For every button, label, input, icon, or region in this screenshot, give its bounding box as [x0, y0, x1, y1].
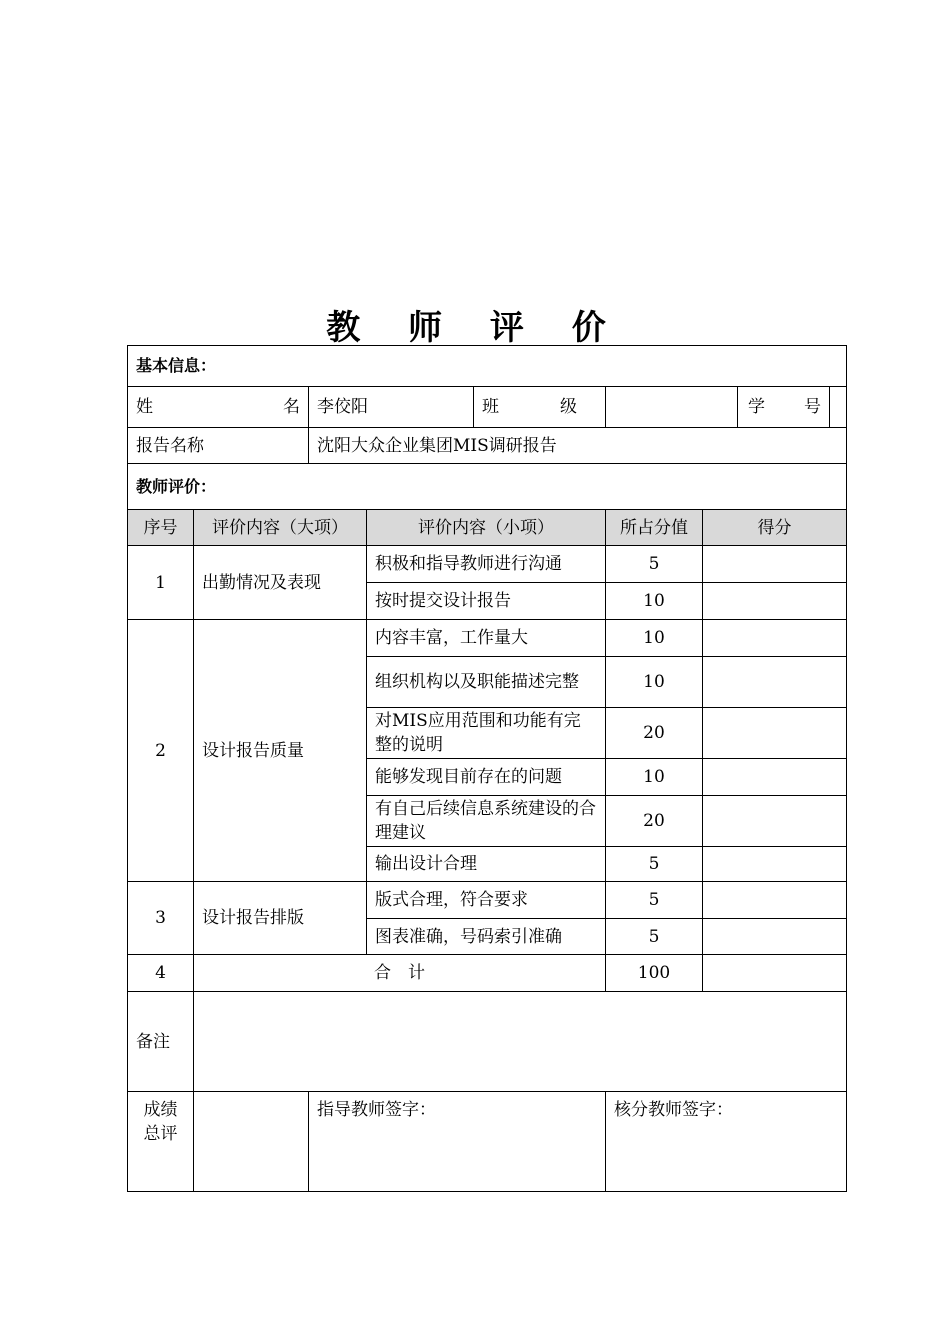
item-score[interactable] — [703, 708, 847, 759]
item-minor: 版式合理，符合要求 — [367, 882, 606, 919]
total-no: 4 — [128, 955, 194, 992]
item-minor: 输出设计合理 — [367, 847, 606, 882]
item-minor: 能够发现目前存在的问题 — [367, 759, 606, 796]
item-score[interactable] — [703, 620, 847, 657]
group-major: 设计报告质量 — [194, 620, 367, 882]
class-value[interactable] — [606, 387, 738, 427]
student-info-row — [128, 387, 847, 428]
item-points: 10 — [606, 583, 703, 620]
report-name-row — [128, 428, 847, 464]
group-no: 2 — [128, 620, 194, 882]
item-points: 5 — [606, 546, 703, 583]
item-minor: 积极和指导教师进行沟通 — [367, 546, 606, 583]
page-title: 教 师 评 价 — [326, 308, 624, 348]
header-major: 评价内容（大项） — [194, 510, 367, 546]
basic-info-label: 基本信息： — [128, 346, 847, 387]
id-label-cell — [738, 387, 830, 427]
final-grade-label: 成绩总评 — [128, 1092, 194, 1192]
header-score: 得分 — [703, 510, 847, 546]
item-score[interactable] — [703, 847, 847, 882]
item-score[interactable] — [703, 882, 847, 919]
item-points: 5 — [606, 919, 703, 955]
total-row — [128, 955, 847, 992]
class-label-char: 级 — [560, 397, 577, 417]
item-minor: 内容丰富，工作量大 — [367, 620, 606, 657]
name-label-char: 姓 — [136, 397, 153, 417]
report-name-label: 报告名称 — [128, 428, 309, 464]
table-row — [128, 620, 847, 657]
name-value[interactable]: 李佼阳 — [309, 387, 474, 428]
remarks-label: 备注 — [128, 992, 194, 1092]
table-header-row — [128, 510, 847, 546]
group-no: 3 — [128, 882, 194, 955]
final-grade-row — [128, 1092, 847, 1192]
remarks-value[interactable] — [194, 992, 847, 1092]
item-score[interactable] — [703, 546, 847, 583]
table-row — [128, 546, 847, 583]
item-points: 5 — [606, 882, 703, 919]
class-label-char: 班 — [482, 397, 499, 417]
item-score[interactable] — [703, 583, 847, 620]
item-minor: 组织机构以及职能描述完整 — [367, 657, 606, 708]
header-minor: 评价内容（小项） — [367, 510, 606, 546]
teacher-evaluation-form — [127, 345, 847, 1192]
class-label-cell — [474, 387, 606, 428]
item-minor: 图表准确，号码索引准确 — [367, 919, 606, 955]
item-score[interactable] — [703, 657, 847, 708]
total-score[interactable] — [703, 955, 847, 992]
remarks-row — [128, 992, 847, 1092]
item-points: 5 — [606, 847, 703, 882]
item-points: 20 — [606, 708, 703, 759]
header-no: 序号 — [128, 510, 194, 546]
report-name-value[interactable]: 沈阳大众企业集团MIS调研报告 — [309, 428, 847, 464]
id-label-char: 号 — [804, 397, 821, 417]
id-label-char: 学 — [748, 397, 766, 417]
item-points: 20 — [606, 796, 703, 847]
item-points: 10 — [606, 759, 703, 796]
item-minor: 对MIS应用范围和功能有完整的说明 — [367, 708, 606, 759]
class-and-id-cell — [606, 387, 847, 428]
id-value[interactable] — [830, 387, 846, 427]
item-points: 10 — [606, 620, 703, 657]
name-label-cell — [128, 387, 309, 428]
evaluation-label: 教师评价： — [128, 464, 847, 510]
item-minor: 按时提交设计报告 — [367, 583, 606, 620]
reviewer-signature-field[interactable]: 核分教师签字： — [606, 1092, 847, 1192]
header-points: 所占分值 — [606, 510, 703, 546]
group-major: 设计报告排版 — [194, 882, 367, 955]
item-score[interactable] — [703, 759, 847, 796]
item-score[interactable] — [703, 919, 847, 955]
group-no: 1 — [128, 546, 194, 620]
total-points: 100 — [606, 955, 703, 992]
table-row — [128, 882, 847, 919]
advisor-signature-field[interactable]: 指导教师签字： — [309, 1092, 606, 1192]
group-major: 出勤情况及表现 — [194, 546, 367, 620]
name-label-char: 名 — [283, 397, 300, 417]
item-score[interactable] — [703, 796, 847, 847]
final-grade-value[interactable] — [194, 1092, 309, 1192]
basic-info-section-row — [128, 346, 847, 387]
item-minor: 有自己后续信息系统建设的合理建议 — [367, 796, 606, 847]
item-points: 10 — [606, 657, 703, 708]
total-label: 合 计 — [194, 955, 606, 992]
evaluation-section-row — [128, 464, 847, 510]
